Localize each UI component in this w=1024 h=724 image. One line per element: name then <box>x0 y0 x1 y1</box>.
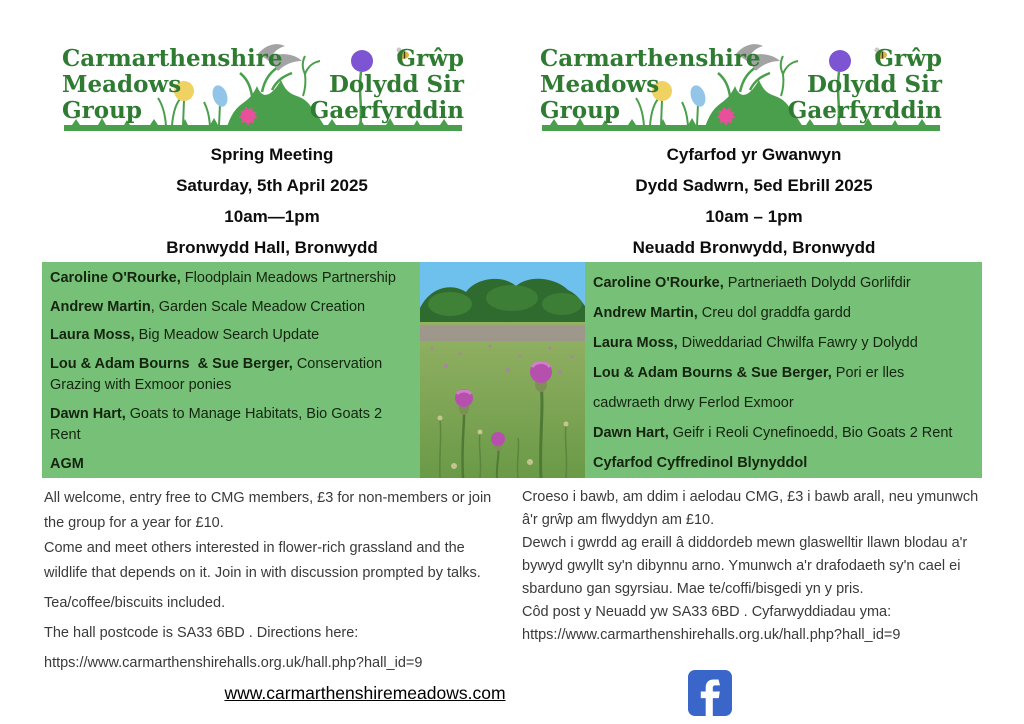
agenda-panel-english <box>42 262 420 478</box>
directions-link[interactable]: https://www.carmarthenshirehalls.org.uk/hall.php?hall_id=9 <box>522 627 901 643</box>
speaker-name: Caroline O'Rourke, <box>593 275 728 291</box>
entry-info: All welcome, entry free to CMG members, £3 for non-members or join the group for a year for £10. <box>44 490 492 531</box>
agenda-item <box>593 268 974 298</box>
meadow-photo <box>420 262 585 478</box>
agenda-item <box>50 268 412 290</box>
agenda-item <box>50 297 412 319</box>
talk-topic: Geifr i Reoli Cynefinoedd, Bio Goats 2 Rent <box>672 425 953 441</box>
event-time: 10am—1pm <box>224 207 320 226</box>
talk-topic: Diweddariad Chwilfa Fawry y Dolydd <box>681 335 918 351</box>
invite-info: Come and meet others interested in flower-rich grassland and the wildlife that depends on it. Join in with discussion prompted by talks. <box>44 540 481 581</box>
org-name-line: Dolydd Sir <box>806 71 942 98</box>
talk-topic: , Garden Scale Meadow Creation <box>150 298 366 315</box>
refreshments-info: Tea/coffee/biscuits included. <box>44 595 226 611</box>
agenda-item <box>593 298 974 328</box>
talk-topic: Goats to Manage Habitats, Bio Goats 2 Rent <box>50 405 387 443</box>
org-name-line: Gaerfyrddin <box>787 97 942 124</box>
event-date: Dydd Sadwrn, 5ed Ebrill 2025 <box>635 176 873 195</box>
talk-topic: Pori er lles cadwraeth drwy Ferlod Exmoor <box>593 365 909 411</box>
org-name-line: Group <box>62 97 142 124</box>
org-name-english <box>540 46 761 124</box>
org-name-line: Meadows <box>62 71 182 98</box>
org-name-welsh <box>310 46 464 124</box>
speaker-name: Laura Moss, <box>50 327 139 343</box>
talk-topic: Big Meadow Search Update <box>138 327 320 343</box>
agenda-item <box>50 354 412 397</box>
agenda-item <box>593 418 974 448</box>
speaker-name: Dawn Hart, <box>593 425 673 441</box>
agenda-band <box>42 262 982 478</box>
event-title: Cyfarfod yr Gwanwyn <box>666 145 842 164</box>
org-name-line: Carmarthenshire <box>62 45 283 72</box>
entry-info: Croeso i bawb, am ddim i aelodau CMG, £3 i bawb arall, neu ymunwch â'r grŵp am flwyddyn am £10. <box>522 489 979 528</box>
info-text-english <box>44 486 506 676</box>
event-venue: Neuadd Bronwydd, Bronwydd <box>632 238 876 257</box>
speaker-name: Lou & Adam Bourns & Sue Berger, <box>50 355 297 372</box>
agenda-panel-welsh <box>585 262 982 478</box>
agenda-item <box>50 454 412 476</box>
info-text-welsh <box>522 486 986 647</box>
org-name-line: Dolydd Sir <box>328 71 464 98</box>
org-name-line: Grŵp <box>396 45 464 72</box>
event-venue: Bronwydd Hall, Bronwydd <box>166 238 378 257</box>
speaker-name: AGM <box>50 455 84 472</box>
org-name-line: Carmarthenshire <box>540 45 761 72</box>
directions-link[interactable]: https://www.carmarthenshirehalls.org.uk/hall.php?hall_id=9 <box>44 655 423 671</box>
org-name-welsh <box>788 46 942 124</box>
speaker-name: Dawn Hart, <box>50 405 130 422</box>
agenda-item <box>593 328 974 358</box>
facebook-icon[interactable] <box>688 670 732 716</box>
org-name-line: Group <box>540 97 620 124</box>
agenda-item <box>593 358 974 418</box>
agenda-item <box>50 404 412 447</box>
org-name-english <box>62 46 283 124</box>
speaker-name: Cyfarfod Cyffredinol Blynyddol <box>593 455 808 471</box>
org-name-line: Gaerfyrddin <box>309 97 464 124</box>
speaker-name: Andrew Martin, <box>593 305 702 321</box>
event-time: 10am – 1pm <box>705 207 803 226</box>
event-heading-english <box>62 139 482 263</box>
org-name-line: Meadows <box>540 71 660 98</box>
org-name-line: Grŵp <box>874 45 942 72</box>
website-url-text[interactable]: www.carmarthenshiremeadows.com <box>224 683 506 703</box>
postcode-info: Côd post y Neuadd yw SA33 6BD . Cyfarwyddiadau yma: <box>522 604 892 620</box>
speaker-name: Caroline O'Rourke, <box>50 270 185 286</box>
website-link[interactable] <box>160 683 570 704</box>
event-date: Saturday, 5th April 2025 <box>176 176 368 195</box>
cmg-logo-left <box>62 40 464 132</box>
agenda-item <box>593 448 974 478</box>
agenda-item <box>50 325 412 347</box>
event-heading-welsh <box>544 139 964 263</box>
cmg-logo-right <box>540 40 942 132</box>
talk-topic: Conservation Grazing with Exmoor ponies <box>50 355 387 393</box>
postcode-info: The hall postcode is SA33 6BD . Directions here: <box>44 625 359 641</box>
event-title: Spring Meeting <box>210 145 334 164</box>
speaker-name: Lou & Adam Bourns & Sue Berger, <box>593 365 836 381</box>
talk-topic: Creu dol graddfa gardd <box>701 305 851 321</box>
talk-topic: Floodplain Meadows Partnership <box>184 270 396 286</box>
talk-topic: Partneriaeth Dolydd Gorlifdir <box>727 275 911 291</box>
speaker-name: Laura Moss, <box>593 335 682 351</box>
speaker-name: Andrew Martin <box>50 298 151 315</box>
invite-info: Dewch i gwrdd ag eraill â diddordeb mewn glaswelltir llawn blodau a'r bywyd gwyllt sy'n dibynnu arno. Ymunwch a'r drafodaeth sy'n cael ei sbarduno gan sgyrsiau. Mae te/coffi/bisgedi yn y pris. <box>522 535 968 597</box>
